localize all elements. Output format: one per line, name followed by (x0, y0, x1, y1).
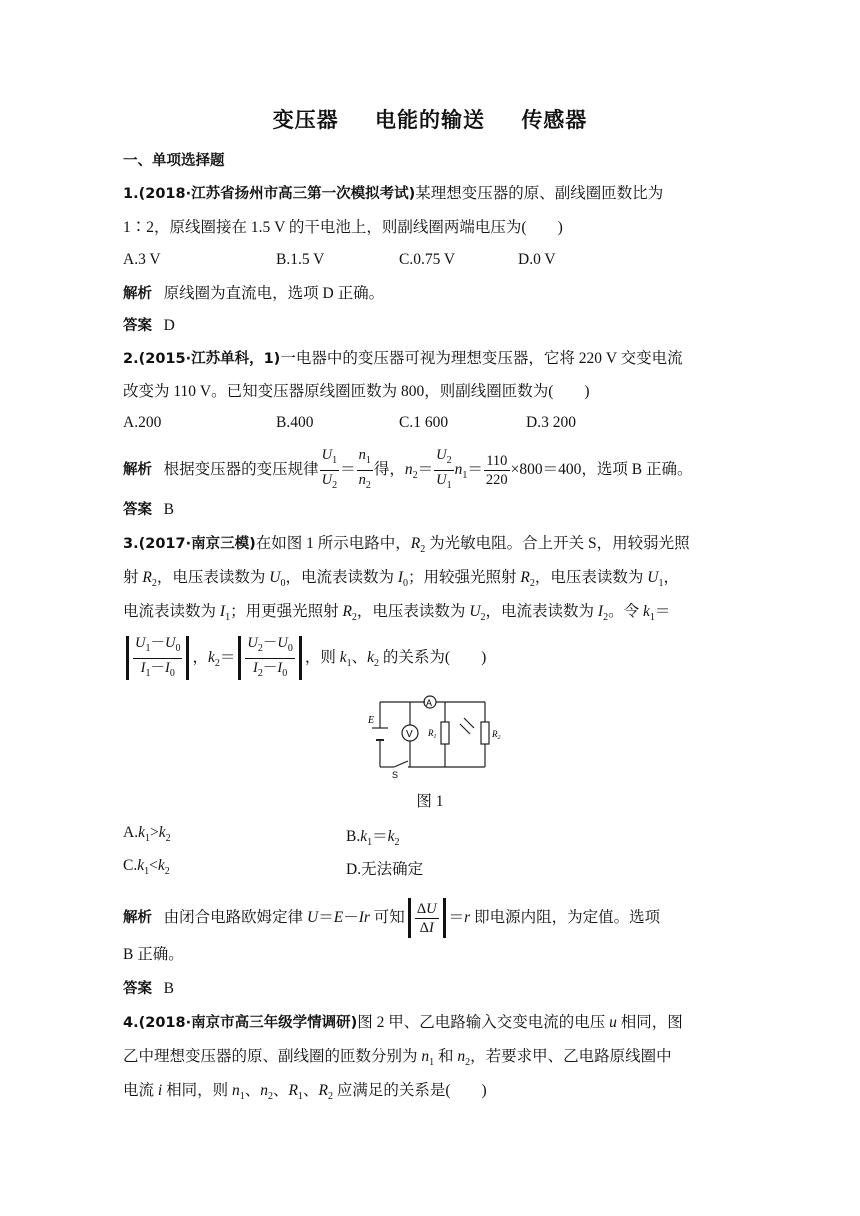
figure-caption: 图 1 (416, 793, 444, 810)
formula-110-over-220: $\frac{110}{220}$ (485, 452, 508, 488)
q3-answer-value: B (163, 980, 174, 997)
section-heading: 一、单项选择题 (123, 153, 225, 169)
abs-bar (238, 636, 241, 680)
q2-analysis-mid: 得， (373, 460, 405, 478)
formula-n1-over-n2: $\frac{n_1}{n_2}$ (358, 447, 371, 491)
q1-stem-a: 某理想变压器的原、副线圈匝数比为 (415, 185, 664, 202)
label-r2: $R_2$ (492, 729, 501, 741)
q3-stem-line4: $\frac{U_1-U_0}{I_1-I_0}$ ，$k_2=$ $\frac{U_2-U_0}{I_2-I_0}$ ，则 $k_1$、$k_2$ 的关系为( ) (123, 634, 743, 687)
q3-option-b: $B.k_1=k_2$ (346, 828, 400, 849)
q3-analysis-post: 即电源内阻，为定值。选项 (474, 909, 661, 926)
q1-answer-label: 答案 (123, 318, 152, 334)
q2-analysis-post: ×800＝400，选项 B 正确。 (510, 460, 693, 478)
q2-analysis-pre: 根据变压器的变压规律 (163, 460, 319, 478)
q2-option-c: C.1 600 (399, 414, 449, 431)
label-a: A (426, 698, 433, 708)
q1-stem-line2: 1∶2，原线圈接在 1.5 V 的干电池上，则副线圈两端电压为( ) (123, 219, 563, 236)
q3-stem-line2: 射 $R_2$，电压表读数为 $U_0$，电流表读数为 $I_0$；用较强光照射 $R_2$，电压表读数为 $U_1$， (123, 569, 679, 590)
q2-analysis: 解析 根据变压器的变压规律 $\frac{U_1}{U_2}$ ＝ $\frac{n_1}{n_2}$ 得，$n_2=$ $\frac{U_2}{U_1}$ $n_1=$ $\frac{110}{220}$ ×800＝400，选项 B 正确。 (123, 446, 743, 495)
abs-bar (408, 898, 411, 938)
formula-k2: $\frac{U_2-U_0}{I_2-I_0}$ (247, 635, 293, 679)
abs-bar (299, 636, 302, 680)
q2-answer (123, 499, 743, 521)
title-part-transmission: 电能的输送 (375, 108, 485, 132)
q3-analysis-line2: B 正确。 (123, 946, 184, 963)
label-e: E (368, 715, 375, 726)
q2-answer-label: 答案 (123, 502, 152, 518)
q1-stem-line1 (123, 183, 743, 205)
title-part-transformer: 变压器 (272, 108, 339, 132)
q4-stem-line2: 乙中理想变压器的原、副线圈的匝数分别为 $n_1$ 和 $n_2$，若要求甲、乙电路原线圈中 (123, 1048, 672, 1069)
abs-bar (126, 636, 129, 680)
q2-source: 2.(2015·江苏单科，1) (123, 351, 281, 367)
q3-option-d: D.无法确定 (346, 861, 424, 878)
q4-source: 4.(2018·南京市高三年级学情调研) (123, 1015, 358, 1031)
q2-stem-a: 一电器中的变压器可视为理想变压器，它将 220 V 交变电流 (280, 350, 683, 367)
q1-option-b: B.1.5 V (276, 251, 325, 268)
page-title (0, 104, 860, 134)
q3-analysis-label: 解析 (123, 910, 152, 926)
q4-stem-line1: 4.(2018·南京市高三年级学情调研)图 2 甲、乙电路输入交变电流的电压 u 相同，图 (123, 1014, 683, 1031)
q1-option-d: D.0 V (518, 251, 556, 268)
q2-analysis-label: 解析 (123, 461, 152, 478)
formula-u1-over-u2: $\frac{U_1}{U_2}$ (321, 447, 338, 491)
q3-answer-label: 答案 (123, 981, 152, 997)
title-part-sensor: 传感器 (521, 108, 588, 132)
formula-u2-over-u1: $\frac{U_2}{U_1}$ (436, 447, 452, 491)
q3-answer (123, 978, 743, 1000)
q2-option-b: B.400 (276, 414, 314, 431)
q3-stem-line1: 3.(2017·南京三模)在如图 1 所示电路中，$R_2$ 为光敏电阻。合上开关 S，用较弱光照 (123, 535, 690, 556)
label-r1: $R_1$ (428, 728, 437, 740)
abs-bar (443, 898, 446, 938)
q2-option-a: A.200 (123, 414, 162, 431)
q3-analysis: 解析 由闭合电路欧姆定律 U＝E－Ir 可知 $\frac{\Delta U}{\Delta I}$ ＝r 即电源内阻，为定值。选项 (123, 896, 743, 940)
q1-answer (123, 315, 743, 337)
q2-option-d: D.3 200 (526, 414, 576, 431)
abs-bar (186, 636, 189, 680)
formula-delta-u-over-delta-i: $\frac{\Delta U}{\Delta I}$ (416, 900, 437, 936)
q1-answer-value: D (163, 317, 175, 334)
q3-option-c: $C.k_1<k_2$ (123, 857, 170, 878)
q3-option-a: $A.k_1>k_2$ (123, 824, 171, 845)
formula-k1: $\frac{U_1-U_0}{I_1-I_0}$ (135, 635, 181, 679)
label-s: S (392, 770, 399, 780)
q1-analysis-text: 原线圈为直流电，选项 D 正确。 (163, 285, 385, 302)
q1-source: 1.(2018·江苏省扬州市高三第一次模拟考试) (123, 186, 416, 202)
q3-stem-line3: 电流表读数为 $I_1$；用更强光照射 $R_2$，电压表读数为 $U_2$，电流表读数为 $I_2$。令 $k_1=$ (123, 603, 671, 624)
q2-stem-line2: 改变为 110 V。已知变压器原线圈匝数为 800，则副线圈匝数为( ) (123, 383, 590, 400)
q1-analysis (123, 283, 743, 305)
q1-option-a: A.3 V (123, 251, 161, 268)
q1-option-c: C.0.75 V (399, 251, 456, 268)
q2-stem-line1 (123, 348, 743, 370)
q1-analysis-label: 解析 (123, 286, 152, 302)
q2-answer-value: B (163, 501, 174, 518)
circuit-diagram (360, 690, 510, 782)
q3-analysis-pre: 由闭合电路欧姆定律 (163, 909, 304, 926)
label-v: V (406, 729, 413, 740)
q3-source: 3.(2017·南京三模) (123, 536, 256, 552)
q4-stem-line3: 电流 i 相同，则 $n_1$、$n_2$、$R_1$、$R_2$ 应满足的关系是( ) (123, 1082, 487, 1103)
